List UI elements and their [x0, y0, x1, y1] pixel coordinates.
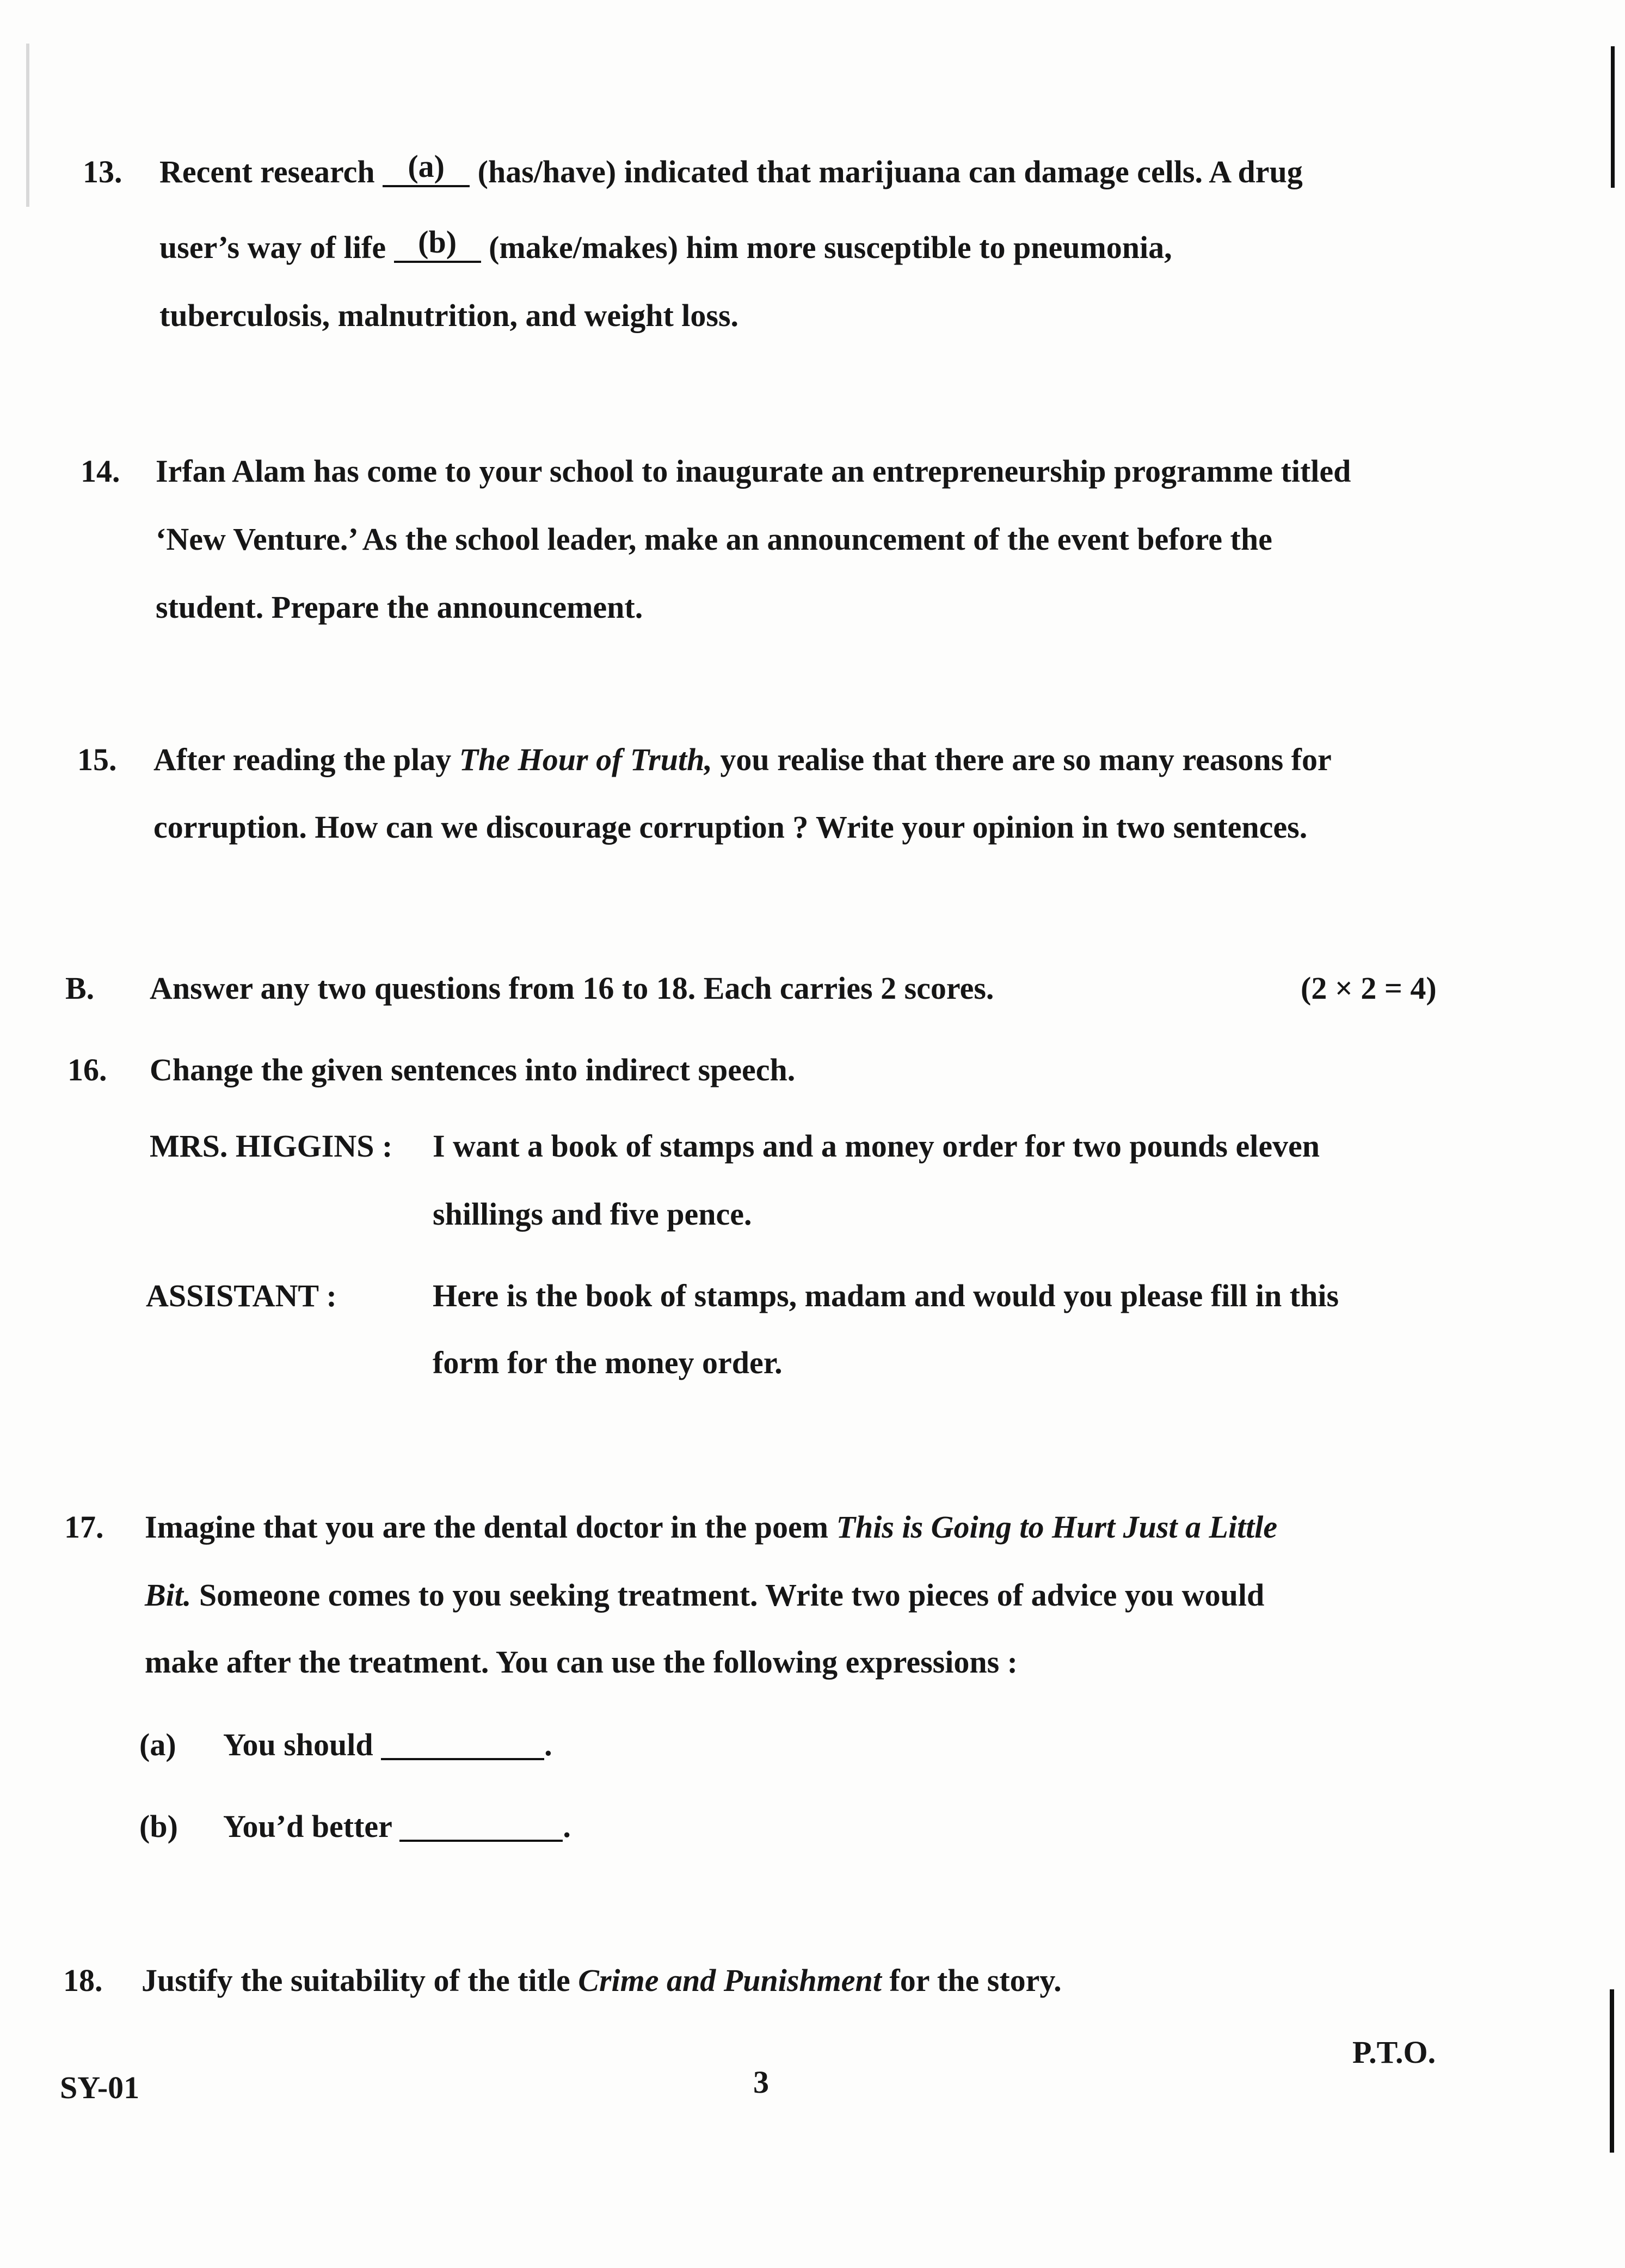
q16-speech-1-line-2: shillings and five pence. — [433, 1196, 752, 1232]
q15-number: 15. — [77, 742, 117, 777]
q17-line-1 — [145, 1508, 1277, 1547]
q13-line-2 — [159, 224, 1172, 267]
q17-title-part-1: This is Going to Hurt Just a Little — [836, 1509, 1278, 1545]
q15-line-1-a: After reading the play — [153, 742, 459, 777]
paper-code: SY-01 — [60, 2070, 140, 2105]
q13-blank-a[interactable]: (a) — [383, 152, 470, 187]
q13-blank-b[interactable]: (b) — [394, 228, 481, 263]
q17-option-a-label: (a) — [139, 1727, 176, 1762]
q13-line-1-a: Recent research — [159, 154, 375, 189]
q14-line-1: Irfan Alam has come to your school to inaugurate an entrepreneurship programme titled — [156, 453, 1351, 489]
page-left-edge — [26, 44, 29, 207]
q17-line-3: make after the treatment. You can use the following expressions : — [145, 1644, 1018, 1680]
q13-line-1 — [159, 149, 1303, 192]
q15-line-1-b: you realise that there are so many reasons for — [712, 742, 1332, 777]
q17-line-1-a: Imagine that you are the dental doctor in the poem — [145, 1509, 836, 1545]
section-b-marks: (2 × 2 = 4) — [1301, 970, 1437, 1006]
q16-number: 16. — [67, 1052, 107, 1087]
q15-title: The Hour of Truth, — [459, 742, 712, 777]
q17-option-a-end: . — [544, 1727, 552, 1762]
q14-line-3: student. Prepare the announcement. — [156, 589, 643, 625]
q17-option-b-end: . — [563, 1809, 571, 1844]
q16-speaker-1: MRS. HIGGINS : — [150, 1128, 393, 1164]
q17-option-b — [223, 1807, 571, 1846]
q17-option-b-text: You’d better — [223, 1809, 392, 1844]
q17-option-b-blank[interactable] — [399, 1807, 563, 1842]
section-b-label: B. — [65, 970, 95, 1006]
pto-label: P.T.O. — [1352, 2035, 1436, 2070]
q18-title: Crime and Punishment — [578, 1963, 882, 1998]
q13-line-2-b: (make/makes) him more susceptible to pneumonia, — [489, 230, 1172, 265]
page-number: 3 — [753, 2064, 769, 2100]
q16-line-1: Change the given sentences into indirect speech. — [150, 1052, 796, 1087]
q17-line-2-b: Someone comes to you seeking treatment. Write two pieces of advice you would — [191, 1577, 1265, 1613]
page-right-edge-bottom — [1610, 1989, 1614, 2153]
q17-option-a — [223, 1725, 552, 1765]
q14-number: 14. — [81, 453, 120, 489]
q18-number: 18. — [63, 1963, 103, 1998]
page-right-edge-top — [1611, 46, 1615, 188]
q18-line-1-a: Justify the suitability of the title — [141, 1963, 578, 1998]
q13-line-1-b: (has/have) indicated that marijuana can damage cells. A drug — [477, 154, 1303, 189]
q15-line-2: corruption. How can we discourage corruption ? Write your opinion in two sentences. — [153, 809, 1308, 845]
q13-line-3: tuberculosis, malnutrition, and weight loss. — [159, 298, 739, 333]
q13-number: 13. — [83, 154, 122, 189]
q16-speech-2-line-1: Here is the book of stamps, madam and would you please fill in this — [433, 1278, 1339, 1313]
q17-option-b-label: (b) — [139, 1809, 178, 1844]
q14-line-2: ‘New Venture.’ As the school leader, make an announcement of the event before the — [156, 521, 1272, 557]
q13-line-2-a: user’s way of life — [159, 230, 386, 265]
q16-speech-2-line-2: form for the money order. — [433, 1345, 783, 1380]
q17-line-2 — [145, 1576, 1264, 1615]
q18-line-1 — [141, 1961, 1062, 2000]
q18-line-1-b: for the story. — [881, 1963, 1062, 1998]
q15-line-1 — [153, 740, 1332, 779]
q16-speech-1-line-1: I want a book of stamps and a money order for two pounds eleven — [433, 1128, 1320, 1164]
q17-number: 17. — [64, 1509, 104, 1545]
q17-option-a-blank[interactable] — [381, 1725, 544, 1760]
q17-title-part-2: Bit. — [145, 1577, 192, 1613]
section-b-instruction: Answer any two questions from 16 to 18. Each carries 2 scores. — [150, 970, 994, 1006]
q17-option-a-text: You should — [223, 1727, 373, 1762]
q16-speaker-2: ASSISTANT : — [146, 1278, 337, 1313]
